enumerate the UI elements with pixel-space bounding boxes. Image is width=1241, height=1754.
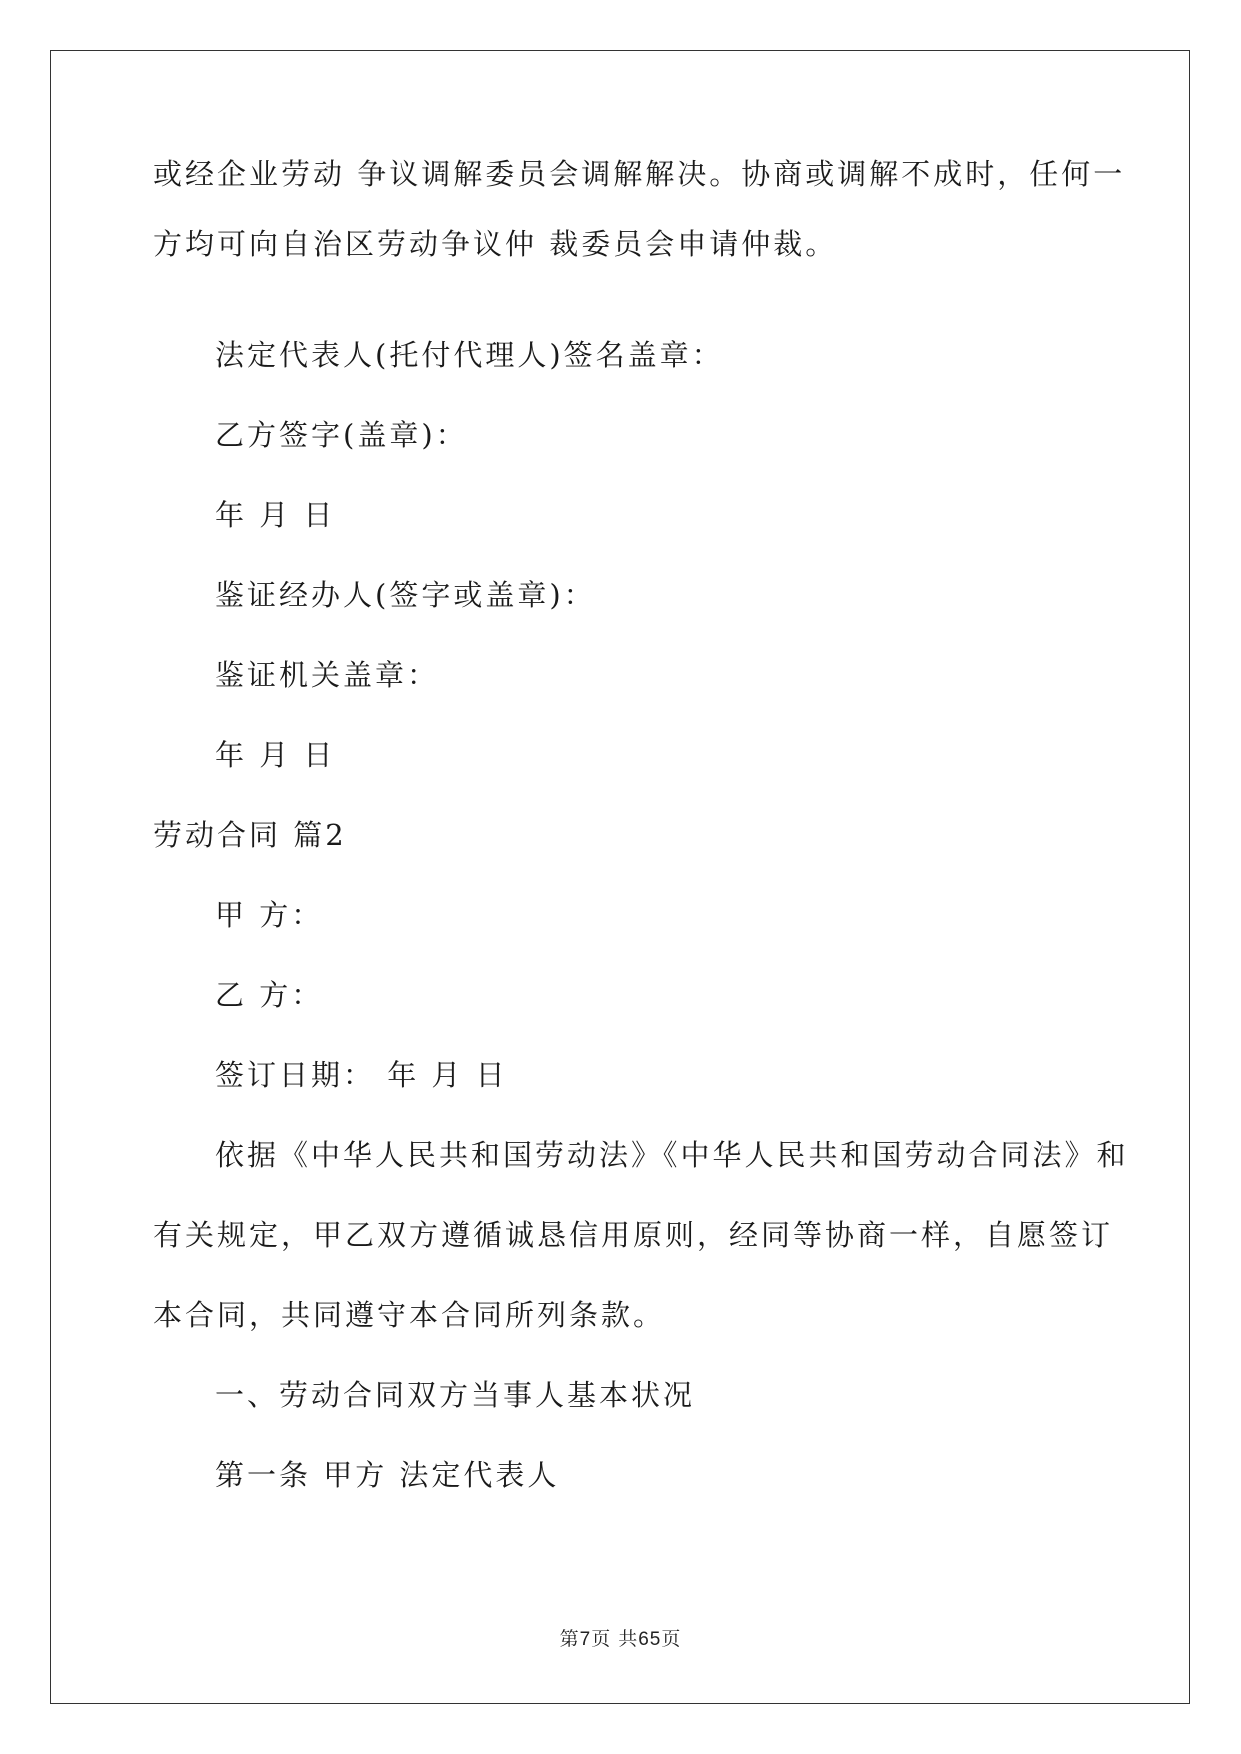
footer-total-pages: 65 — [638, 1629, 662, 1650]
text-line-14: 有关规定，甲乙双方遵循诚恳信用原则，经同等协商一样，自愿签订 — [153, 1218, 1114, 1252]
footer-page-number: 7 — [579, 1629, 592, 1650]
text-line-1: 或经企业劳动 争议调解委员会调解解决。协商或调解不成时，任何一 — [153, 157, 1126, 191]
text-line-15: 本合同，共同遵守本合同所列条款。 — [153, 1298, 666, 1332]
page-footer — [0, 1624, 1241, 1651]
footer-middle: 页 共 — [591, 1628, 639, 1650]
text-line-5: 年 月 日 — [215, 498, 336, 532]
text-line-12: 签订日期： 年 月 日 — [215, 1058, 508, 1092]
text-line-11: 乙 方： — [215, 978, 324, 1012]
text-line-7: 鉴证机关盖章： — [215, 658, 440, 692]
text-line-4: 乙方签字(盖章)： — [215, 418, 468, 452]
section-heading: 劳动合同 篇2 — [153, 818, 347, 852]
text-line-8: 年 月 日 — [215, 738, 336, 772]
text-line-3: 法定代表人(托付代理人)签名盖章： — [215, 338, 724, 372]
text-line-2: 方均可向自治区劳动争议仲 裁委员会申请仲裁。 — [153, 227, 838, 261]
text-line-17: 第一条 甲方 法定代表人 — [215, 1458, 560, 1492]
text-line-6: 鉴证经办人(签字或盖章)： — [215, 578, 596, 612]
footer-suffix: 页 — [661, 1628, 682, 1650]
text-line-10: 甲 方： — [215, 898, 324, 932]
text-line-16: 一、劳动合同双方当事人基本状况 — [215, 1378, 696, 1412]
footer-prefix: 第 — [559, 1628, 580, 1650]
text-line-13: 依据《中华人民共和国劳动法》《中华人民共和国劳动合同法》和 — [215, 1138, 1129, 1172]
